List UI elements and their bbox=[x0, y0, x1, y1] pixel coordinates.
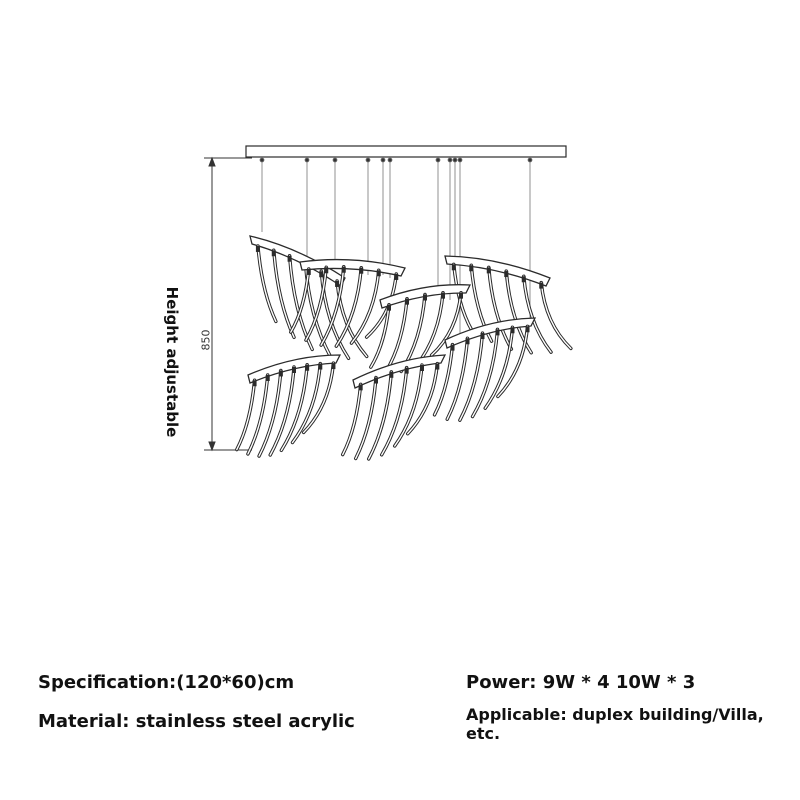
wire-cap bbox=[448, 158, 452, 162]
light-clusters bbox=[237, 236, 571, 459]
cluster-bar bbox=[445, 256, 550, 286]
wire-cap bbox=[458, 158, 462, 162]
strand-holder bbox=[469, 265, 473, 271]
strand-holder bbox=[387, 305, 391, 311]
strand-holder bbox=[511, 327, 515, 333]
strand-holder bbox=[451, 345, 455, 351]
acrylic-strand bbox=[343, 384, 361, 454]
strand-holder bbox=[496, 329, 500, 335]
strand-holder bbox=[318, 364, 322, 370]
wire-cap bbox=[381, 158, 385, 162]
strand-holder bbox=[377, 270, 381, 276]
strand-holder bbox=[435, 364, 439, 370]
strand-holder bbox=[335, 281, 339, 287]
wire-cap bbox=[388, 158, 392, 162]
strand-holder bbox=[526, 326, 530, 332]
strand-holder bbox=[487, 267, 491, 273]
wire-cap bbox=[260, 158, 264, 162]
specification-text: Specification:(120*60)cm bbox=[38, 672, 295, 693]
strand-holder bbox=[539, 283, 543, 289]
cluster-bar bbox=[353, 355, 445, 388]
acrylic-strand bbox=[541, 283, 571, 349]
wire-cap bbox=[366, 158, 370, 162]
strand-holder bbox=[452, 264, 456, 270]
strand-holder bbox=[292, 367, 296, 373]
light-cluster bbox=[343, 355, 445, 459]
strand-holder bbox=[405, 299, 409, 305]
strand-holder bbox=[420, 365, 424, 371]
dimension-value: 850 bbox=[199, 329, 213, 351]
strand-holder bbox=[522, 276, 526, 282]
strand-holder bbox=[307, 269, 311, 275]
strand-holder bbox=[405, 368, 409, 374]
strand-holder bbox=[279, 370, 283, 376]
wire-cap bbox=[436, 158, 440, 162]
strand-holder bbox=[389, 372, 393, 378]
strand-holder bbox=[288, 256, 292, 262]
wire-cap bbox=[333, 158, 337, 162]
acrylic-strand bbox=[371, 305, 389, 367]
strand-holder bbox=[466, 338, 470, 344]
ceiling-canopy bbox=[246, 146, 566, 157]
applicable-text: Applicable: duplex building/Villa, etc. bbox=[466, 705, 764, 743]
dimension-line bbox=[204, 158, 252, 450]
cluster-bar bbox=[300, 260, 405, 276]
strand-holder bbox=[423, 295, 427, 301]
height-adjustable-label: Height adjustable bbox=[163, 286, 181, 438]
strand-holder bbox=[441, 293, 445, 299]
material-text: Material: stainless steel acrylic bbox=[38, 711, 355, 732]
strand-holder bbox=[459, 293, 463, 299]
strand-holder bbox=[359, 268, 363, 274]
strand-holder bbox=[342, 267, 346, 273]
power-text: Power: 9W * 4 10W * 3 bbox=[466, 672, 696, 693]
strand-highlight bbox=[541, 283, 571, 349]
strand-holder bbox=[394, 274, 398, 280]
strand-holder bbox=[319, 271, 323, 277]
strand-holder bbox=[305, 365, 309, 371]
acrylic-strand bbox=[237, 380, 255, 449]
wire-cap bbox=[453, 158, 457, 162]
strand-holder bbox=[272, 250, 276, 256]
strand-holder bbox=[481, 333, 485, 339]
strand-holder bbox=[331, 363, 335, 369]
strand-holder bbox=[253, 380, 257, 386]
strand-holder bbox=[359, 384, 363, 390]
strand-holder bbox=[256, 246, 260, 252]
wire-cap bbox=[305, 158, 309, 162]
strand-holder bbox=[324, 267, 328, 273]
light-cluster bbox=[250, 236, 367, 358]
strand-holder bbox=[374, 378, 378, 384]
strand-holder bbox=[266, 375, 270, 381]
strand-holder bbox=[504, 271, 508, 277]
wire-cap bbox=[528, 158, 532, 162]
light-cluster bbox=[237, 355, 340, 456]
